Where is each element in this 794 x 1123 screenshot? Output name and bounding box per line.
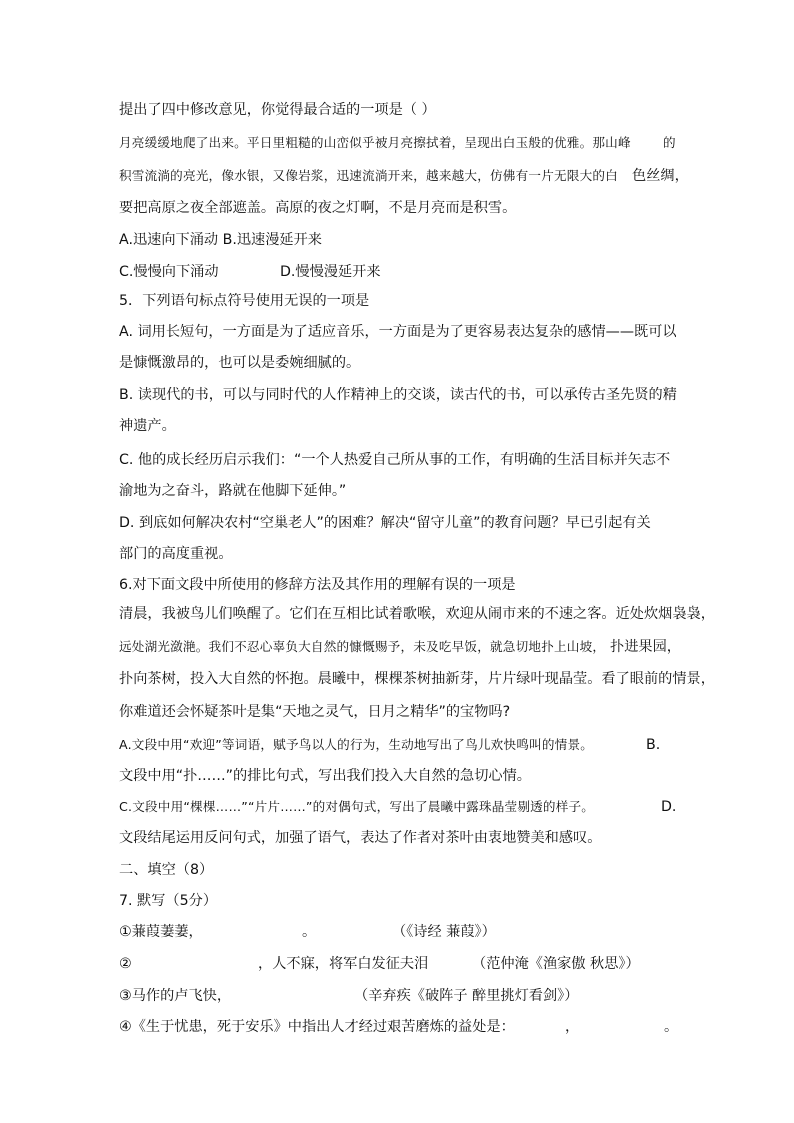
fill-blank-2-source: （范仲淹《渔家傲 秋思》） [472, 956, 640, 972]
question-7-stem: 7. 默写（5分） [119, 893, 218, 909]
q6-option-d: 文段结尾运用反问句式，加强了语气，表达了作者对茶叶由衷地赞美和感叹。 [119, 830, 602, 846]
q6-passage-line-3: 扑向茶树，投入大自然的怀抱。晨曦中，棵棵茶树抽新芽，片片绿叶现晶莹。看了眼前的情景， [119, 671, 715, 687]
fill-blank-4: ④《生于忧患，死于安乐》中指出人才经过艰苦磨炼的益处是： [119, 1019, 515, 1035]
q5-option-d-line-2: 部门的高度重视。 [119, 546, 233, 562]
q5-option-b-line-1: B. 读现代的书，可以与同时代的人作精神上的交谈，读古代的书，可以承传古圣先贤的精 [119, 387, 677, 403]
q4-option-c: C.慢慢向下涌动 [119, 264, 219, 280]
q6-option-b: 文段中用“扑……”的排比句式，写出我们投入大自然的急切心情。 [119, 768, 531, 784]
fill-blank-1-end: 。 [302, 924, 317, 940]
q6-option-c: C.文段中用“棵棵……”“片片……”的对偶句式，写出了晨曦中露珠晶莹剔透的样子。 [119, 799, 595, 814]
q4-passage-line-1-end: 的 [663, 135, 676, 150]
fill-blank-3-source: （辛弃疾《破阵子 醉里挑灯看剑》） [354, 988, 579, 1004]
q6-passage-line-2: 远处湖光潋滟。我们不忍心辜负大自然的慷慨赐予，未及吃早饭，就急切地扑上山坡， [119, 639, 606, 654]
q6-option-a: A.文段中用“欢迎”等词语，赋予鸟以人的行为，生动地写出了鸟儿欢快鸣叫的情景。 [119, 737, 594, 752]
q6-option-b-label: B. [646, 737, 661, 753]
q5-option-c-line-1: C. 他的成长经历启示我们：“一个人热爱自己所从事的工作，有明确的生活目标并矢志不 [119, 452, 671, 468]
q5-option-d-line-1: D. 到底如何解决农村“空巢老人”的困难？解决“留守儿童”的教育问题？早已引起有关 [119, 515, 651, 531]
fill-blank-4-end: 。 [664, 1019, 679, 1035]
q5-option-b-line-2: 神遗产。 [119, 418, 176, 434]
fill-blank-2: ② [119, 956, 132, 972]
q4-options-ab: A.迅速向下涌动 B.迅速漫延开来 [119, 232, 322, 248]
q6-option-d-label: D. [661, 799, 677, 815]
question-4-stem: 提出了四中修改意见，你觉得最合适的一项是（ ） [119, 102, 436, 118]
q4-passage-line-2-end: 色丝绸， [632, 168, 689, 184]
q6-passage-line-2-end: 扑进果园， [610, 639, 681, 655]
fill-blank-1-source: （《诗经 蒹葭》） [392, 924, 496, 940]
q4-option-d: D.慢慢漫延开来 [280, 264, 381, 280]
q6-passage-line-1: 清晨，我被鸟儿们唤醒了。它们在互相比试着歌喉，欢迎从闹市来的不速之客。近处炊烟袅袅， [119, 606, 715, 622]
question-6-stem: 6.对下面文段中所使用的修辞方法及其作用的理解有误的一项是 [119, 577, 516, 593]
q5-option-a-line-2: 是慷慨激昂的，也可以是委婉细腻的。 [119, 355, 361, 371]
q4-passage-line-2: 积雪流淌的亮光，像水银，又像岩浆，迅速流淌开来，越来越大，仿佛有一片无限大的白 [119, 168, 618, 183]
q5-option-c-line-2: 渝地为之奋斗，路就在他脚下延伸。” [119, 483, 347, 499]
q6-passage-line-4: 你难道还会怀疑茶叶是集“天地之灵气，日月之精华”的宝物吗? [119, 704, 511, 720]
section-2-title: 二、填空（8） [119, 862, 214, 878]
fill-blank-4-comma: ， [565, 1019, 580, 1035]
fill-blank-3: ③马作的卢飞快， [119, 988, 232, 1004]
q4-passage-line-3: 要把高原之夜全部遮盖。高原的夜之灯啊，不是月亮而是积雪。 [119, 200, 517, 216]
q4-passage-line-1: 月亮缓缓地爬了出来。平日里粗糙的山峦似乎被月亮擦拭着，呈现出白玉般的优雅。那山峰 [119, 135, 631, 150]
q5-option-a-line-1: A. 词用长短句，一方面是为了适应音乐，一方面是为了更容易表达复杂的感情——既可以 [119, 324, 677, 340]
fill-blank-2-text: ，人不寐，将军白发征夫泪 [258, 956, 429, 972]
question-5-stem: 5．下列语句标点符号使用无误的一项是 [119, 293, 370, 309]
fill-blank-1: ①蒹葭萋萋， [119, 924, 203, 940]
